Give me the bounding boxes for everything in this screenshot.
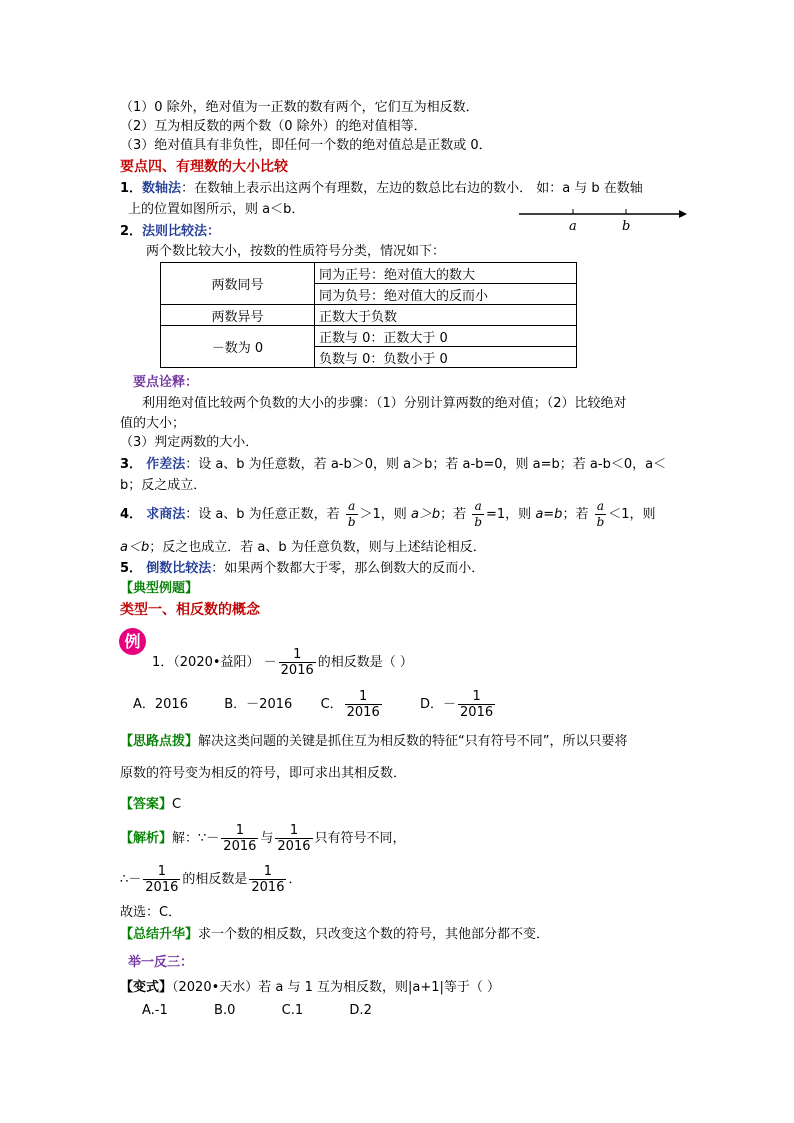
comparison-table — [160, 262, 577, 368]
variant — [120, 979, 500, 997]
variant-option-d: D.2 — [349, 1003, 372, 1018]
fraction-a-over-b — [346, 499, 358, 530]
analysis-text-1: 解：∵－ — [172, 831, 220, 846]
variant-text: （2020•天水）若 a 与 1 互为相反数，则|a+1|等于（ ） — [172, 980, 501, 995]
fraction-a-over-b — [595, 499, 607, 530]
fraction-1-over-2016 — [458, 689, 495, 720]
property-1: （1）0 除外，绝对值为一正数的数有两个，它们互为相反数． — [120, 100, 479, 115]
table-row — [161, 305, 577, 326]
variant-option-c: C.1 — [281, 1003, 304, 1018]
fraction-denominator: b — [596, 515, 605, 529]
analysis-text-3: 只有符号不同， — [314, 831, 406, 846]
table-row — [161, 263, 577, 284]
analysis-text-5: 的相反数是 — [182, 872, 248, 887]
fraction-numerator: 1 — [289, 823, 299, 838]
method-4-text-3: ；若 — [562, 507, 589, 522]
label-b: b — [622, 219, 631, 234]
method-5-num: 5． — [120, 561, 143, 576]
method-1-text: ：在数轴上表示出这两个有理数，左边的数总比右边的数小． 如：a 与 b 在数轴 — [181, 181, 643, 196]
fraction-1-over-2016 — [143, 864, 180, 895]
fraction-numerator: 1 — [293, 647, 302, 662]
hint — [120, 733, 628, 751]
number-line-arrow — [679, 210, 687, 218]
answer — [120, 796, 181, 814]
analysis-conclusion: 故选：C． — [120, 905, 182, 920]
cell-zero-negative: 负数与 0：负数小于 0 — [315, 347, 577, 368]
analysis-line-1 — [120, 822, 406, 856]
method-1-title: 数轴法 — [142, 181, 182, 196]
fraction-denominator: 2016 — [277, 839, 311, 854]
property-3: （3）绝对值具有非负性，即任何一个数的绝对值总是正数或 0． — [120, 138, 492, 153]
method-4-title: 求商法 — [146, 507, 186, 522]
method-2-title: 法则比较法： — [142, 224, 221, 239]
cond-2: =1，则 — [486, 507, 532, 522]
question-1-suffix: 的相反数是（ ） — [317, 655, 413, 670]
option-d: D．－ — [420, 697, 457, 712]
note-line-3: （3）判定两数的大小． — [120, 435, 259, 450]
cell-same-sign: 两数同号 — [161, 263, 315, 305]
fraction-denominator: 2016 — [145, 880, 179, 895]
answer-value: C — [172, 797, 182, 812]
method-1-num: 1． — [120, 181, 143, 196]
example-badge: 例 — [119, 628, 146, 655]
analysis-text-2: 与 — [260, 831, 274, 846]
cell-zero: －数为 0 — [161, 326, 315, 368]
answer-label: 【答案】 — [120, 797, 173, 812]
fraction-1-over-2016 — [249, 864, 286, 895]
method-5-text: ：如果两个数都大于零，那么倒数大的反而小． — [211, 561, 485, 576]
fraction-numerator: 1 — [263, 864, 273, 879]
method-3 — [120, 456, 666, 474]
fraction-denominator: 2016 — [460, 705, 494, 720]
summary-text: 求一个数的相反数，只改变这个数的符号，其他部分都不变． — [198, 927, 550, 942]
fraction-numerator: a — [348, 499, 356, 513]
method-4-num: 4． — [120, 507, 143, 522]
hint-line-1: 解决这类问题的关键是抓住互为相反数的特征“只有符号不同”，所以只要将 — [198, 734, 628, 749]
analysis-text-6: ． — [288, 872, 302, 887]
method-4-text-1: ：设 a、b 为任意正数，若 — [185, 507, 340, 522]
method-3-text-2: b；反之成立． — [120, 478, 207, 493]
summary — [120, 926, 549, 944]
hint-label: 【思路点拨】 — [120, 734, 199, 749]
hint-line-2: 原数的符号变为相反的符号，即可求出其相反数． — [120, 766, 407, 781]
fraction-1-over-2016 — [279, 647, 316, 678]
result-1: a＞b — [410, 507, 441, 522]
method-5 — [120, 560, 484, 578]
fraction-denominator: 2016 — [223, 839, 257, 854]
summary-label: 【总结升华】 — [120, 927, 199, 942]
question-1-prefix: 1．（2020•益阳） － — [152, 655, 277, 670]
method-4-text-4: ；反之也成立．若 a、b 为任意负数，则与上述结论相反． — [149, 540, 486, 555]
option-b: B．－2016 — [224, 697, 293, 712]
fraction-numerator: a — [596, 499, 605, 513]
analysis-text-4: ∴－ — [120, 872, 142, 887]
method-5-title: 倒数比较法 — [146, 561, 212, 576]
method-2 — [120, 223, 220, 241]
analysis-line-2 — [120, 863, 302, 897]
result-3: a＜b — [120, 540, 150, 555]
method-2-text: 两个数比较大小，按数的性质符号分类，情况如下： — [146, 244, 446, 259]
cond-1: ＞1，则 — [359, 507, 407, 522]
cell-same-positive: 同为正号：绝对值大的数大 — [315, 263, 577, 284]
method-3-title: 作差法 — [146, 457, 186, 472]
number-line-figure — [515, 204, 690, 234]
examples-title: 【典型例题】 — [120, 581, 199, 596]
cell-same-negative: 同为负号：绝对值大的反而小 — [315, 284, 577, 305]
fraction-a-over-b — [472, 499, 484, 530]
section-4-title: 要点四、有理数的大小比较 — [120, 159, 288, 175]
fraction-denominator: 2016 — [251, 880, 285, 895]
fraction-numerator: 1 — [472, 689, 481, 704]
method-4-text-2: ；若 — [440, 507, 467, 522]
fraction-denominator: 2016 — [346, 705, 380, 720]
method-1-text-2: 上的位置如图所示，则 a＜b． — [128, 202, 305, 217]
question-1 — [152, 646, 413, 680]
fraction-1-over-2016 — [345, 689, 382, 720]
result-2: a=b — [535, 507, 563, 522]
variant-options — [142, 1002, 372, 1020]
fraction-numerator: 1 — [157, 864, 166, 879]
fraction-denominator: 2016 — [280, 663, 314, 678]
method-3-text: ：设 a、b 为任意数，若 a-b＞0，则 a＞b；若 a-b=0，则 a=b；若 a-b＜0，a＜ — [185, 457, 667, 472]
note-line-1: 利用绝对值比较两个负数的大小的步骤：（1）分别计算两数的绝对值；（2）比较绝对 — [142, 396, 627, 411]
method-4 — [120, 498, 656, 532]
property-2: （2）互为相反数的两个数（0 除外）的绝对值相等． — [120, 119, 427, 134]
note-line-2: 值的大小； — [120, 416, 186, 431]
cell-zero-positive: 正数与 0：正数大于 0 — [315, 326, 577, 347]
cell-diff-sign: 两数异号 — [161, 305, 315, 326]
fraction-numerator: 1 — [359, 689, 368, 704]
method-3-num: 3． — [120, 457, 143, 472]
variant-label: 【变式】 — [120, 980, 173, 995]
variant-option-b: B.0 — [214, 1003, 236, 1018]
label-a: a — [569, 219, 577, 234]
fraction-denominator: b — [474, 515, 482, 529]
type-1-title: 类型一、相反数的概念 — [120, 602, 260, 618]
method-4-line-2 — [120, 539, 486, 557]
fraction-1-over-2016 — [275, 823, 312, 854]
table-row — [161, 326, 577, 347]
cell-diff-rule: 正数大于负数 — [315, 305, 577, 326]
cond-3: ＜1，则 — [608, 507, 656, 522]
note-title: 要点诠释： — [133, 375, 199, 390]
variant-option-a: A.-1 — [142, 1003, 168, 1018]
method-1 — [120, 180, 643, 198]
option-a: A．2016 — [133, 697, 188, 712]
fraction-denominator: b — [347, 515, 356, 529]
fraction-1-over-2016 — [221, 823, 258, 854]
question-1-options — [133, 688, 497, 722]
fraction-numerator: a — [474, 499, 482, 513]
analysis-label: 【解析】 — [120, 831, 173, 846]
method-2-num: 2． — [120, 224, 143, 239]
fraction-numerator: 1 — [235, 823, 244, 838]
practice-title: 举一反三： — [128, 955, 194, 970]
option-c: C． — [320, 697, 343, 712]
